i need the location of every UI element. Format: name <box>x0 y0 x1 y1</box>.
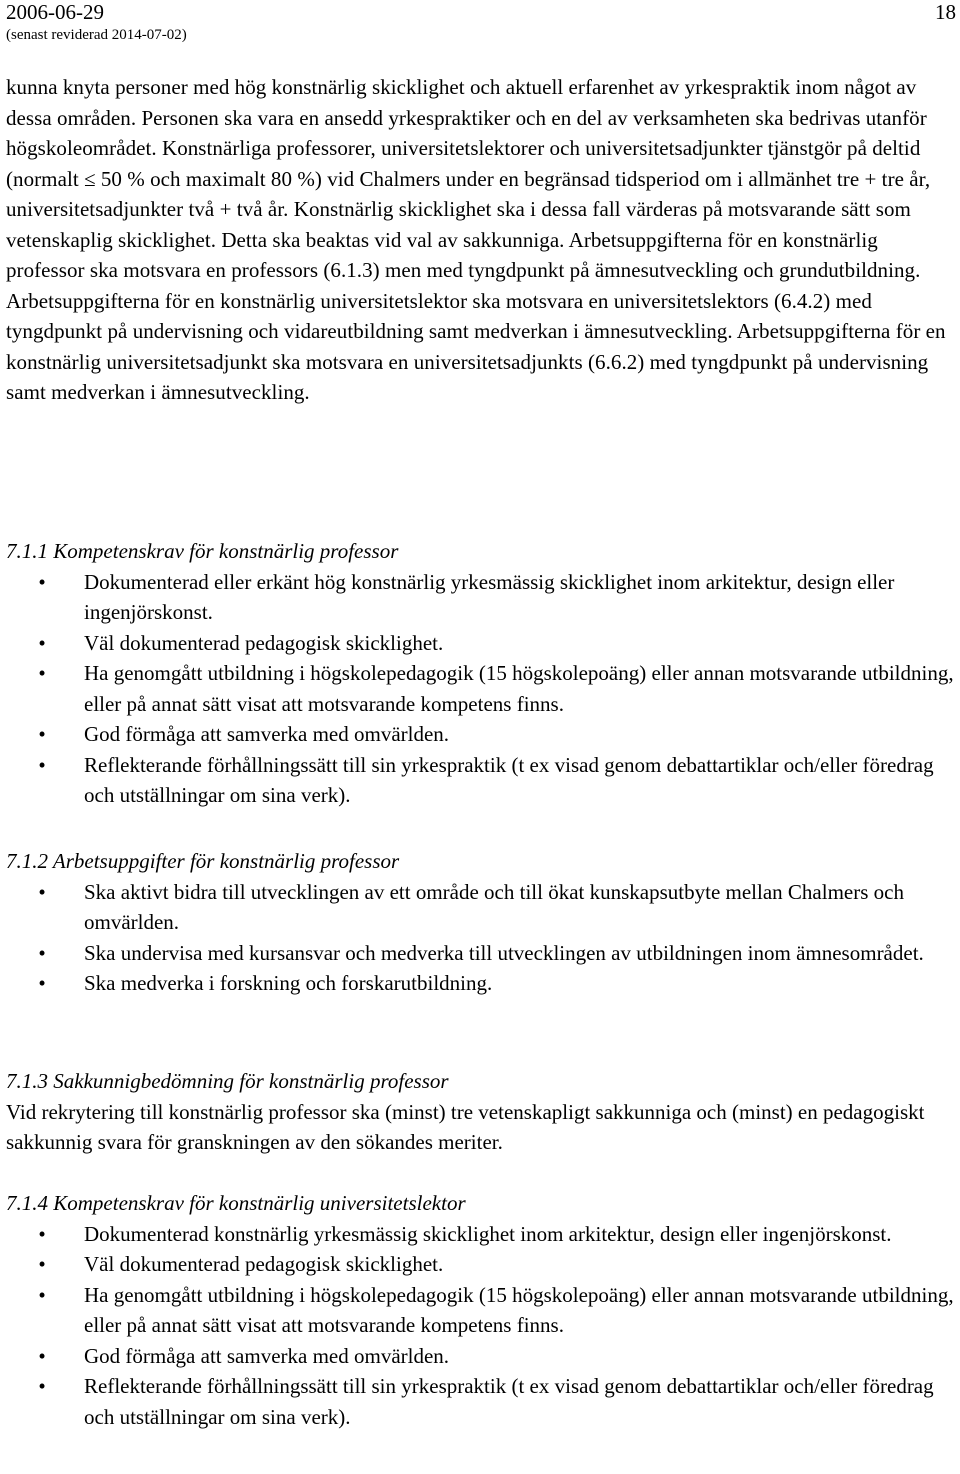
bullet-icon <box>36 1341 48 1372</box>
section-7-1-1 <box>6 536 958 811</box>
list-item-text: Väl dokumenterad pedagogisk skicklighet. <box>84 1252 444 1276</box>
intro-paragraph <box>6 72 958 408</box>
bullet-icon <box>36 658 48 689</box>
bullet-icon <box>36 719 48 750</box>
list-item <box>6 658 958 719</box>
section-heading: 7.1.1 Kompetenskrav för konstnärlig professor <box>6 539 399 563</box>
intro-text-part1: kunna knyta personer med hög konstnärlig skicklighet och aktuell erfarenhet av yrkespraktik inom något av dessa områden. Personen ska vara en ansedd yrkespraktiker och en del av verksamheten ska bedrivas utanför högskoleområdet. Konstnärliga professorer, universitetslektorer och universitetsadjunkter tjänstgör på deltid (normalt ≤ 50 % och maximalt 80 %) vid Chalmers under en begränsad tidsperiod om i allmänhet tre + tre år, universitetsadjunkter två + två år. <box>6 75 931 221</box>
bullet-icon <box>36 750 48 781</box>
bullet-icon <box>36 938 48 969</box>
bullet-icon <box>36 1219 48 1250</box>
list-item-text: God förmåga att samverka med omvärlden. <box>84 1343 450 1368</box>
list-item <box>6 1371 958 1432</box>
bullet-icon <box>36 877 48 908</box>
list-item-text: Ska aktivt bidra till utvecklingen av ett område och till ökat kunskapsutbyte mellan Chalmers och omvärlden. <box>84 879 904 934</box>
bullet-list <box>6 877 958 999</box>
list-item <box>6 750 958 811</box>
list-item <box>6 968 958 999</box>
list-item <box>6 877 958 938</box>
list-item-text: Reflekterande förhållningssätt till sin yrkespraktik (t ex visad genom debattartiklar och/eller föredrag och utställningar om sina verk). <box>84 1374 934 1429</box>
bullet-icon <box>36 1280 48 1311</box>
list-item-text: Väl dokumenterad pedagogisk skicklighet. <box>84 630 444 655</box>
bullet-icon <box>36 628 48 659</box>
list-item-text: Ska undervisa med kursansvar och medverka till utvecklingen av utbildningen inom ämnesområdet. <box>84 940 924 965</box>
bullet-icon <box>36 1371 48 1402</box>
section-7-1-2 <box>6 846 958 999</box>
list-item-text: Ska medverka i forskning och forskarutbildning. <box>84 971 493 995</box>
bullet-icon <box>36 968 48 999</box>
section-7-1-3 <box>6 1066 958 1158</box>
bullet-icon <box>36 567 48 598</box>
intro-paragraph-block <box>6 72 958 408</box>
bullet-list <box>6 567 958 811</box>
list-item-text: Reflekterande förhållningssätt till sin yrkespraktik (t ex visad genom debattartiklar och/eller föredrag och utställningar om sina verk). <box>84 752 934 807</box>
intro-text-part2: Konstnärlig skicklighet ska i dessa fall värderas på motsvarande sätt som vetenskaplig skicklighet. Detta ska beaktas vid val av sakkunniga. Arbetsuppgifterna för en konstnärlig professor ska motsvara en professors (6.1.3) men med tyngdpunkt på ämnesutveckling och grundutbildning. Arbetsuppgifterna för en konstnärlig universitetslektor ska motsvara en universitetslektors (6.4.2) med tyngdpunkt på undervisning och vidareutbildning samt medverkan i ämnesutveckling. Arbetsuppgifterna för en konstnärlig universitetsadjunkt ska motsvara en universitetsadjunkts (6.6.2) med tyngdpunkt på undervisning samt medverkan i ämnesutveckling. <box>6 197 946 404</box>
list-item-text: Dokumenterad konstnärlig yrkesmässig skicklighet inom arkitektur, design eller ingenjörskonst. <box>84 1221 892 1246</box>
page-header <box>6 0 956 50</box>
list-item-text: Dokumenterad eller erkänt hög konstnärlig yrkesmässig skicklighet inom arkitektur, design eller ingenjörskonst. <box>84 569 895 624</box>
section-heading: 7.1.4 Kompetenskrav för konstnärlig universitetslektor <box>6 1191 466 1215</box>
list-item <box>6 938 958 969</box>
header-date: 2006-06-29 <box>6 0 104 24</box>
list-item-text: God förmåga att samverka med omvärlden. <box>84 722 450 746</box>
page-number: 18 <box>935 0 956 24</box>
section-paragraph: Vid rekrytering till konstnärlig professor ska (minst) tre vetenskapligt sakkunniga och (minst) en pedagogiskt sakkunnig svara för granskningen av den sökandes meriter. <box>6 1099 925 1154</box>
list-item <box>6 719 958 750</box>
section-heading: 7.1.2 Arbetsuppgifter för konstnärlig professor <box>6 849 400 873</box>
header-revision-note: (senast reviderad 2014-07-02) <box>6 27 187 43</box>
bullet-list <box>6 1219 958 1433</box>
list-item <box>6 1341 958 1372</box>
list-item-text: Ha genomgått utbildning i högskolepedagogik (15 högskolepoäng) eller annan motsvarande utbildning, eller på annat sätt visat att motsvarande kompetens finns. <box>84 661 954 716</box>
section-7-1-4 <box>6 1188 958 1432</box>
list-item <box>6 567 958 628</box>
bullet-icon <box>36 1249 48 1280</box>
list-item <box>6 628 958 659</box>
section-heading: 7.1.3 Sakkunnigbedömning för konstnärlig professor <box>6 1069 449 1093</box>
list-item <box>6 1249 958 1280</box>
list-item <box>6 1280 958 1341</box>
list-item <box>6 1219 958 1250</box>
list-item-text: Ha genomgått utbildning i högskolepedagogik (15 högskolepoäng) eller annan motsvarande utbildning, eller på annat sätt visat att motsvarande kompetens finns. <box>84 1282 954 1337</box>
